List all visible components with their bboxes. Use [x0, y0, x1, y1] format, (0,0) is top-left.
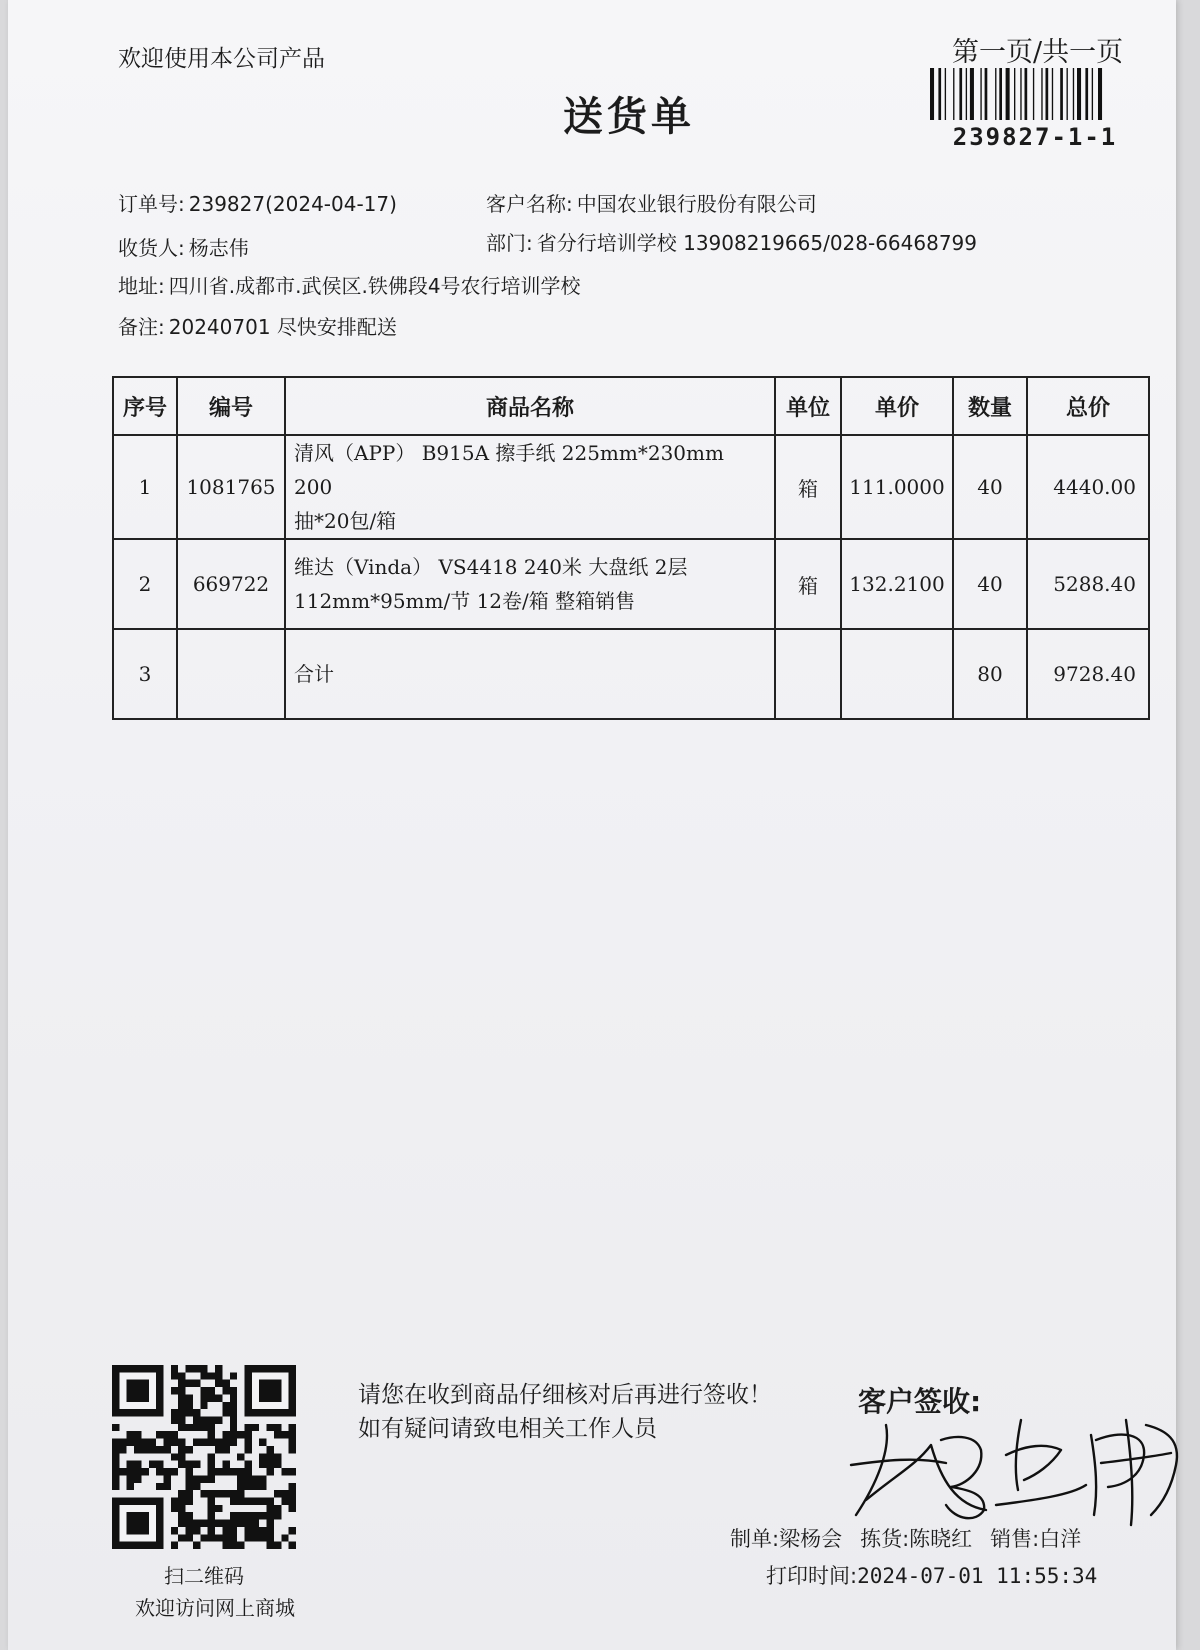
- table-header-row: [113, 377, 1149, 435]
- cell-seq: 1: [113, 435, 177, 539]
- cell-product-name: [285, 539, 775, 629]
- cell-total: 5288.40: [1027, 539, 1149, 629]
- table-row: [113, 435, 1149, 539]
- document-title: 送货单: [563, 94, 695, 140]
- qr-code-icon[interactable]: [112, 1365, 296, 1549]
- department-value: 省分行培训学校 13908219665/028-66468799: [536, 231, 978, 255]
- product-name-line1: 维达（Vinda） VS4418 240米 大盘纸 2层: [294, 555, 688, 579]
- remark-value: 20240701 尽快安排配送: [168, 315, 397, 339]
- cell-code: [177, 629, 285, 719]
- customer-name: [486, 188, 817, 217]
- delivery-note-paper: [8, 0, 1176, 1650]
- order-value: 239827(2024-04-17): [188, 192, 397, 216]
- table-row-summary: [113, 629, 1149, 719]
- staff-line: [730, 1523, 1099, 1553]
- customer-label: 客户名称:: [486, 192, 573, 216]
- cell-code: 1081765: [177, 435, 285, 539]
- cell-quantity: 40: [953, 539, 1027, 629]
- header-total: 总价: [1027, 377, 1149, 435]
- department-label: 部门:: [486, 231, 533, 255]
- receiver-value: 杨志伟: [188, 236, 249, 260]
- cell-unit-price: 111.0000: [841, 435, 953, 539]
- page-indicator: 第一页/共一页: [952, 37, 1124, 68]
- receiver-label: 收货人:: [118, 236, 185, 260]
- cell-seq: 2: [113, 539, 177, 629]
- qr-caption-welcome: 欢迎访问网上商城: [135, 1596, 295, 1620]
- barcode-number: 239827-1-1: [952, 123, 1118, 151]
- address-label: 地址:: [118, 274, 165, 298]
- cell-total: 9728.40: [1027, 629, 1149, 719]
- address: [118, 270, 581, 299]
- cell-seq: 3: [113, 629, 177, 719]
- header-unit-price: 单价: [841, 377, 953, 435]
- customer-value: 中国农业银行股份有限公司: [576, 192, 817, 216]
- maker: 制单:梁杨会: [730, 1527, 843, 1551]
- cell-quantity: 40: [953, 435, 1027, 539]
- product-name-line2: 112mm*95mm/节 12卷/箱 整箱销售: [294, 589, 636, 613]
- cell-unit: 箱: [775, 539, 841, 629]
- cell-unit: 箱: [775, 435, 841, 539]
- cell-product-name: [285, 435, 775, 539]
- table-row: [113, 539, 1149, 629]
- qr-caption-scan: 扫二维码: [164, 1564, 244, 1588]
- header-seq: 序号: [113, 377, 177, 435]
- print-time-value: 2024-07-01 11:55:34: [857, 1564, 1098, 1588]
- cell-unit-price: [841, 629, 953, 719]
- handwritten-signature: [846, 1405, 1186, 1530]
- cell-code: 669722: [177, 539, 285, 629]
- picker: 拣货:陈晓红: [860, 1527, 973, 1551]
- cell-quantity: 80: [953, 629, 1027, 719]
- address-value: 四川省.成都市.武侯区.铁佛段4号农行培训学校: [168, 274, 581, 298]
- customer-signature-label: 客户签收:: [858, 1385, 982, 1418]
- cell-total: 4440.00: [1027, 435, 1149, 539]
- remark: [118, 311, 397, 340]
- print-time: [766, 1560, 1097, 1590]
- product-name-line2: 抽*20包/箱: [294, 509, 397, 533]
- summary-label: 合计: [294, 662, 334, 686]
- product-name-line1: 清风（APP） B915A 擦手纸 225mm*230mm 200: [294, 441, 724, 499]
- order-number: [118, 188, 397, 217]
- header-quantity: 数量: [953, 377, 1027, 435]
- department: [486, 227, 977, 256]
- signing-notice: 请您在收到商品仔细核对后再进行签收！如有疑问请致电相关工作人员: [358, 1382, 772, 1442]
- header-code: 编号: [177, 377, 285, 435]
- sales: 销售:白洋: [990, 1527, 1082, 1551]
- barcode-icon: [930, 68, 1140, 120]
- receiver: [118, 232, 249, 261]
- cell-unit-price: 132.2100: [841, 539, 953, 629]
- cell-product-name: [285, 629, 775, 719]
- order-label: 订单号:: [118, 192, 185, 216]
- header-unit: 单位: [775, 377, 841, 435]
- cell-unit: [775, 629, 841, 719]
- welcome-text: 欢迎使用本公司产品: [118, 46, 325, 72]
- remark-label: 备注:: [118, 315, 165, 339]
- print-time-label: 打印时间:: [766, 1564, 858, 1588]
- header-product-name: 商品名称: [285, 377, 775, 435]
- items-table: [112, 376, 1150, 720]
